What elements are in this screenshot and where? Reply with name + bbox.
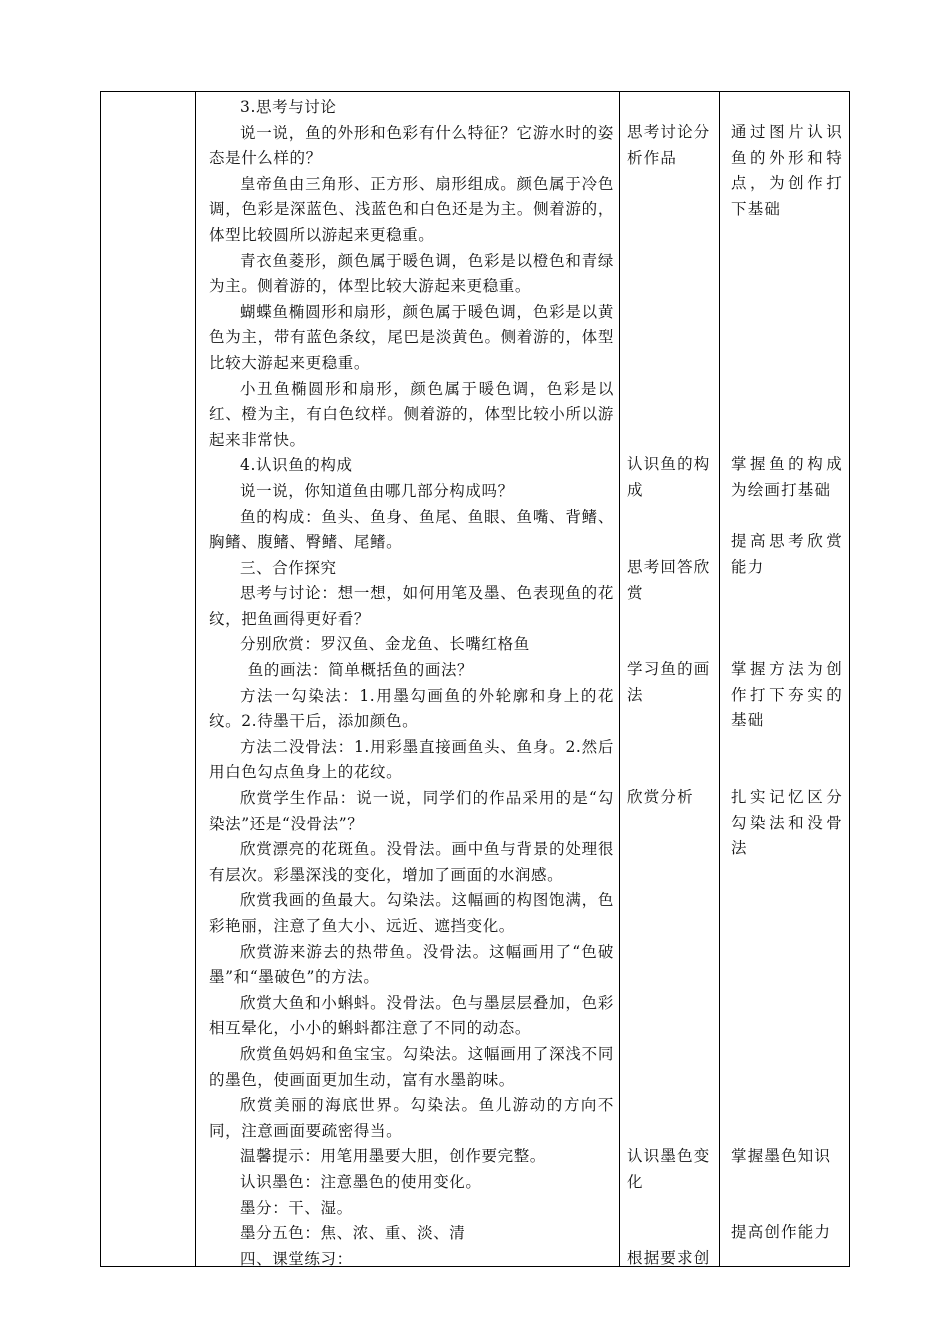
paragraph: 3.思考与讨论 — [240, 98, 337, 116]
student-activity-text: 欣赏分析 — [627, 788, 694, 806]
paragraph: 欣赏漂亮的花斑鱼。没骨法。画中鱼与背景的处理很有层次。彩墨深浅的变化，增加了画面的水润感。 — [209, 840, 614, 884]
design-intent-text: 提高创作能力 — [731, 1223, 832, 1241]
design-intent-text: 掌握鱼的构成为绘画打基础 — [731, 455, 843, 499]
design-intent-text: 通过图片认识鱼的外形和特点，为创作打下基础 — [731, 123, 843, 218]
paragraph: 温馨提示：用笔用墨要大胆，创作要完整。 — [240, 1147, 546, 1166]
paragraph: 三、合作探究 — [240, 558, 337, 577]
student-activity-text: 思考回答欣赏 — [627, 558, 711, 602]
student-activity-text: 认识墨色变化 — [627, 1147, 711, 1191]
paragraph: 墨分五色：焦、浓、重、淡、清 — [240, 1224, 466, 1243]
teaching-process-cell — [209, 95, 614, 1272]
paragraph: 墨分：干、湿。 — [240, 1198, 353, 1217]
paragraph: 分别欣赏：罗汉鱼、金龙鱼、长嘴红格鱼 — [240, 635, 530, 654]
column-divider-1 — [195, 92, 196, 1266]
paragraph: 说一说，鱼的外形和色彩有什么特征？它游水时的姿态是什么样的？ — [209, 123, 614, 168]
paragraph: 小丑鱼椭圆形和扇形，颜色属于暖色调，色彩是以红、橙为主，有白色纹样。侧着游的，体型比较小所以游起来非常快。 — [209, 379, 614, 449]
paragraph: 鱼的画法：简单概括鱼的画法？ — [247, 661, 474, 680]
paragraph: 说一说，你知道鱼由哪几部分构成吗？ — [240, 481, 514, 500]
student-activity-text: 认识鱼的构成 — [627, 455, 711, 499]
column-divider-3 — [719, 92, 720, 1266]
paragraph: 思考与讨论：想一想，如何用笔及墨、色表现鱼的花纹，把鱼画得更好看？ — [209, 584, 614, 628]
paragraph: 欣赏游来游去的热带鱼。没骨法。这幅画用了“色破墨”和“墨破色”的方法。 — [209, 942, 614, 987]
paragraph: 四、课堂练习： — [240, 1249, 353, 1268]
paragraph: 欣赏学生作品：说一说，同学们的作品采用的是“勾染法”还是“没骨法”？ — [209, 789, 614, 833]
paragraph: 方法一勾染法：1.用墨勾画鱼的外轮廓和身上的花纹。2.待墨干后，添加颜色。 — [209, 686, 614, 731]
paragraph: 蝴蝶鱼椭圆形和扇形，颜色属于暖色调，色彩是以黄色为主，带有蓝色条纹，尾巴是淡黄色。侧着游的，体型比较大游起来更稳重。 — [209, 302, 614, 372]
paragraph: 欣赏美丽的海底世界。勾染法。鱼儿游动的方向不同，注意画面要疏密得当。 — [209, 1096, 614, 1140]
design-intent-text: 掌握墨色知识 — [731, 1147, 832, 1165]
student-activity-text: 学习鱼的画法 — [627, 660, 711, 704]
paragraph: 认识墨色：注意墨色的使用变化。 — [240, 1172, 482, 1191]
paragraph: 欣赏大鱼和小蝌蚪。没骨法。色与墨层层叠加，色彩相互晕化，小小的蝌蚪都注意了不同的动态。 — [209, 993, 614, 1038]
column-divider-2 — [619, 92, 620, 1266]
student-activity-text: 思考讨论分析作品 — [627, 123, 711, 167]
paragraph: 欣赏我画的鱼最大。勾染法。这幅画的构图饱满，色彩艳丽，注意了鱼大小、远近、遮挡变化。 — [209, 891, 614, 935]
design-intent-text: 扎实记忆区分勾染法和没骨法 — [731, 788, 843, 858]
paragraph: 欣赏鱼妈妈和鱼宝宝。勾染法。这幅画用了深浅不同的墨色，使画面更加生动，富有水墨韵味。 — [209, 1044, 614, 1089]
lesson-table — [100, 91, 850, 1267]
design-intent-text: 提高思考欣赏能力 — [731, 532, 843, 576]
paragraph: 4.认识鱼的构成 — [240, 456, 353, 475]
student-activity-text: 根据要求创 — [627, 1249, 711, 1267]
paragraph: 鱼的构成：鱼头、鱼身、鱼尾、鱼眼、鱼嘴、背鳍、胸鳍、腹鳍、臀鳍、尾鳍。 — [209, 507, 614, 552]
paragraph: 青衣鱼菱形，颜色属于暖色调，色彩是以橙色和青绿为主。侧着游的，体型比较大游起来更稳重。 — [209, 251, 614, 296]
design-intent-text: 掌握方法为创作打下夯实的基础 — [731, 660, 843, 730]
paragraph: 皇帝鱼由三角形、正方形、扇形组成。颜色属于冷色调，色彩是深蓝色、浅蓝色和白色还是为主。侧着游的，体型比较圆所以游起来更稳重。 — [209, 174, 614, 244]
paragraph: 方法二没骨法：1.用彩墨直接画鱼头、鱼身。2.然后用白色勾点鱼身上的花纹。 — [209, 737, 614, 782]
